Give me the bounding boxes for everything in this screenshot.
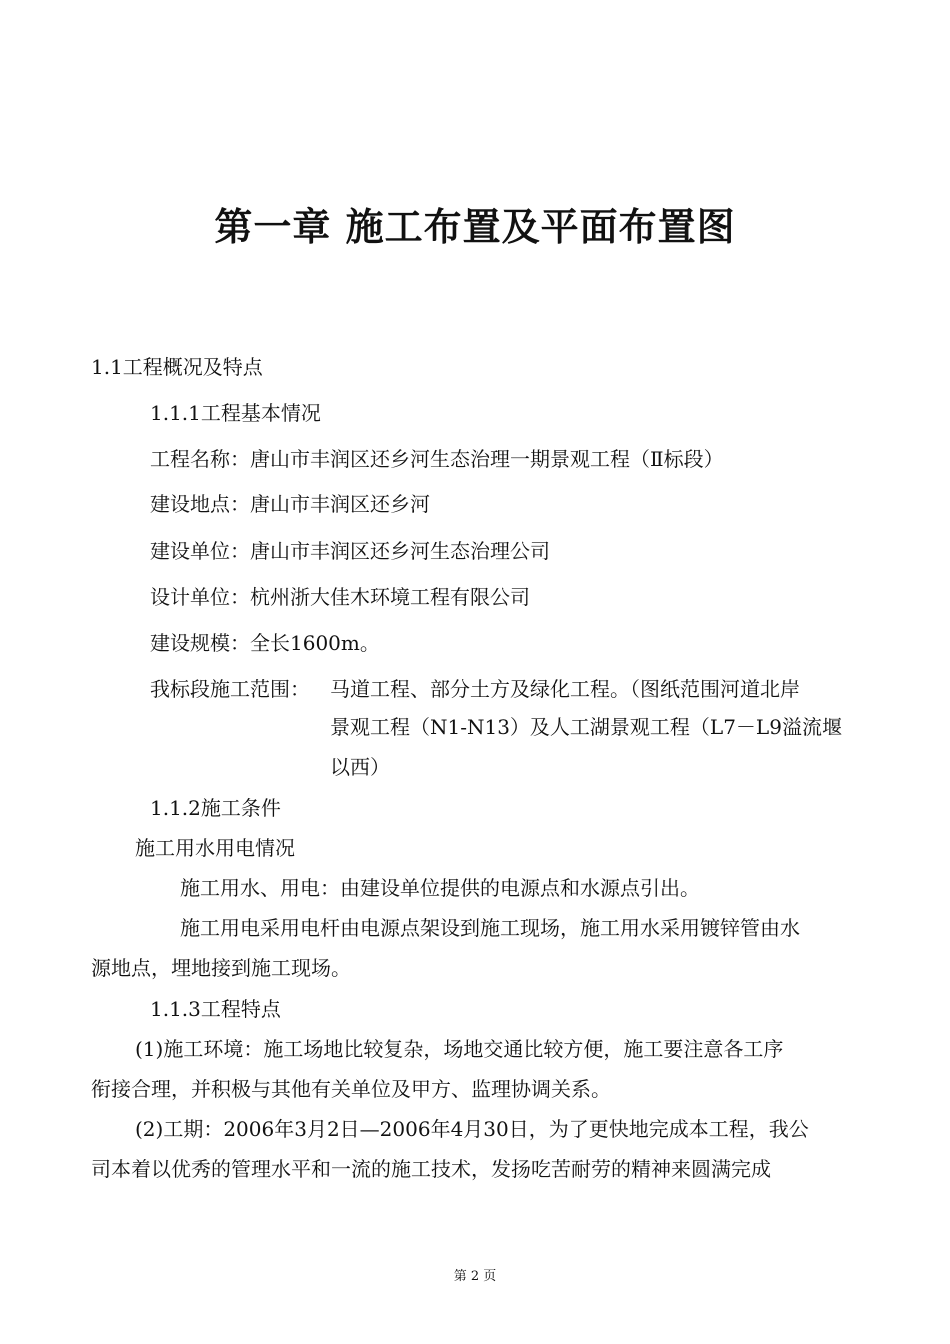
scope-text-line-3: 以西） [330, 755, 390, 779]
section-heading-1-1-3: 1.1.3工程特点 [150, 997, 281, 1021]
project-owner: 建设单位：唐山市丰润区还乡河生态治理公司 [150, 539, 550, 563]
chapter-title: 第一章 施工布置及平面布置图 [214, 205, 736, 249]
project-name: 工程名称：唐山市丰润区还乡河生态治理一期景观工程（Ⅱ标段） [150, 447, 724, 471]
section-heading-1-1-1: 1.1.1工程基本情况 [150, 401, 321, 425]
feature-1-line-1: (1)施工环境：施工场地比较复杂，场地交通比较方便，施工要注意各工序 [135, 1037, 784, 1061]
section-heading-1-1: 1.1工程概况及特点 [91, 355, 263, 379]
feature-2-line-2: 司本着以优秀的管理水平和一流的施工技术，发扬吃苦耐劳的精神来圆满完成 [91, 1157, 771, 1181]
project-scale: 建设规模：全长1600m。 [150, 631, 380, 655]
scope-text-line-2: 景观工程（N1-N13）及人工湖景观工程（L7－L9溢流堰 [330, 715, 842, 739]
feature-1-line-2: 衔接合理，并积极与其他有关单位及甲方、监理协调关系。 [91, 1077, 611, 1101]
scope-label: 我标段施工范围： [150, 677, 310, 701]
water-power-heading: 施工用水用电情况 [135, 836, 295, 860]
feature-2-line-1: (2)工期：2006年3月2日—2006年4月30日，为了更快地完成本工程，我公 [135, 1117, 809, 1141]
section-heading-1-1-2: 1.1.2施工条件 [150, 796, 281, 820]
water-power-paragraph-1: 施工用水、用电：由建设单位提供的电源点和水源点引出。 [180, 876, 700, 900]
project-location: 建设地点：唐山市丰润区还乡河 [150, 492, 430, 516]
water-power-paragraph-2-line-1: 施工用电采用电杆由电源点架设到施工现场，施工用水采用镀锌管由水 [180, 916, 800, 940]
page-number-footer: 第 2 页 [453, 1269, 497, 1284]
water-power-paragraph-2-line-2: 源地点，埋地接到施工现场。 [91, 956, 351, 980]
scope-text-line-1: 马道工程、部分土方及绿化工程。（图纸范围河道北岸 [330, 677, 800, 701]
project-designer: 设计单位：杭州浙大佳木环境工程有限公司 [150, 585, 530, 609]
